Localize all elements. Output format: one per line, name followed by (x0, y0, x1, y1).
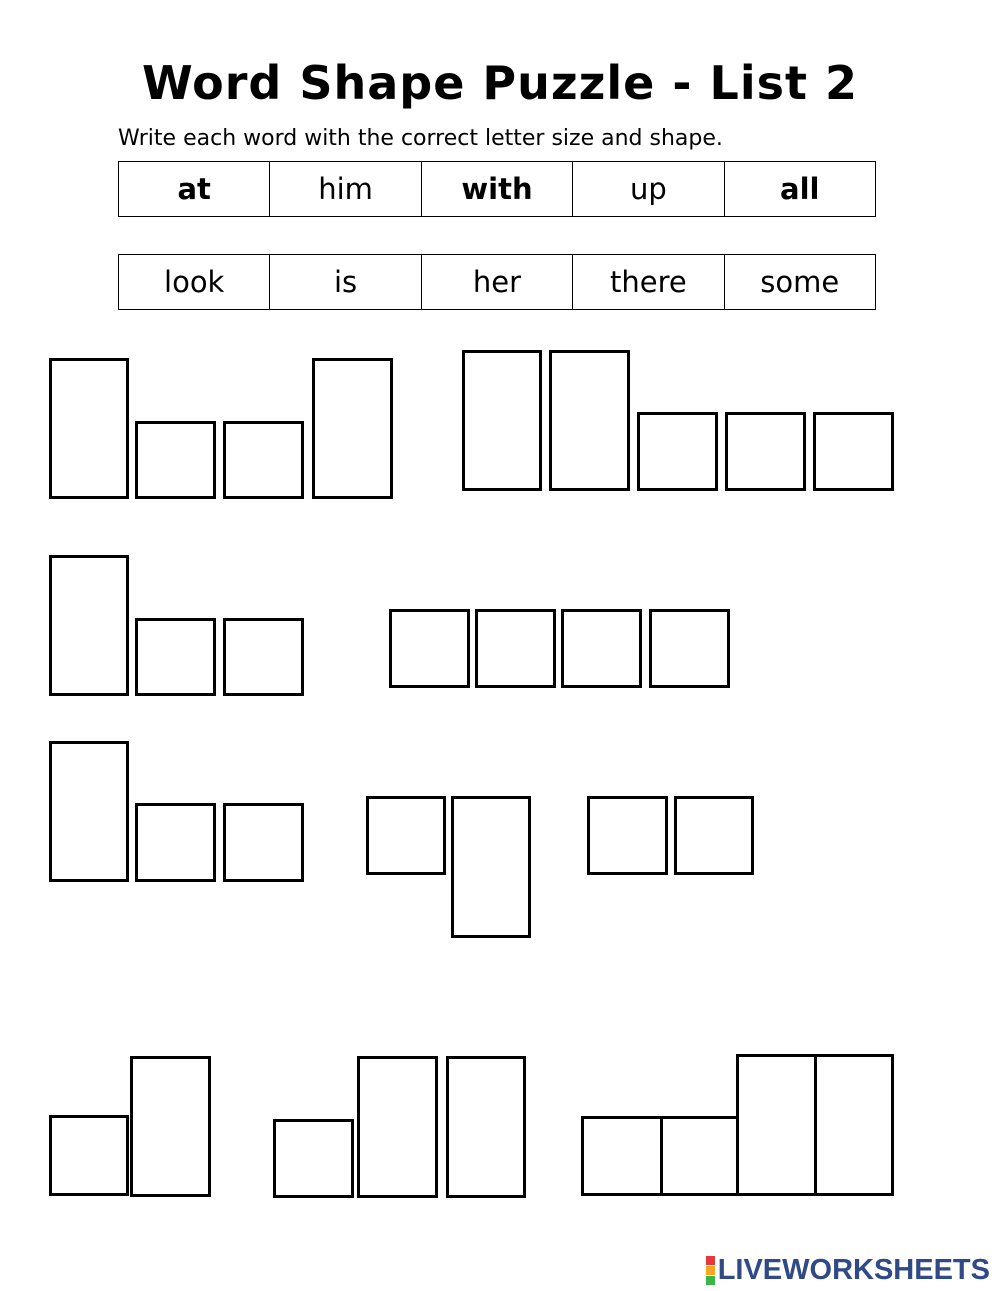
word-cell: is (270, 255, 421, 310)
word-cell: some (724, 255, 875, 310)
word-cell: him (270, 162, 421, 217)
word-cell: with (421, 162, 572, 217)
letter-box-input[interactable] (49, 358, 129, 499)
letter-box-input[interactable] (561, 609, 642, 688)
letter-box-input[interactable] (813, 412, 894, 491)
letter-box-input[interactable] (49, 741, 129, 882)
letter-box-input[interactable] (223, 421, 304, 499)
letter-box-input[interactable] (130, 1056, 211, 1197)
letter-box-input[interactable] (389, 609, 470, 688)
page-title: Word Shape Puzzle - List 2 (142, 56, 858, 110)
letter-box-input[interactable] (135, 803, 216, 882)
word-cell: her (421, 255, 572, 310)
letter-box-input[interactable] (736, 1054, 817, 1196)
word-bank-row-1 (118, 161, 876, 217)
letter-box-input[interactable] (660, 1116, 741, 1196)
letter-box-input[interactable] (549, 350, 630, 491)
instruction-text: Write each word with the correct letter size and shape. (118, 126, 723, 151)
word-cell: all (724, 162, 875, 217)
letter-box-input[interactable] (366, 796, 446, 875)
liveworksheets-mark-icon (706, 1256, 715, 1286)
letter-box-input[interactable] (357, 1056, 438, 1198)
word-cell: up (573, 162, 724, 217)
word-cell: look (119, 255, 270, 310)
letter-box-input[interactable] (312, 358, 393, 499)
letter-box-input[interactable] (49, 555, 129, 696)
letter-box-input[interactable] (49, 1115, 129, 1196)
letter-box-input[interactable] (814, 1054, 894, 1196)
word-cell: there (573, 255, 724, 310)
liveworksheets-logo[interactable] (706, 1254, 990, 1287)
letter-box-input[interactable] (135, 618, 216, 696)
letter-box-input[interactable] (451, 796, 531, 938)
letter-box-input[interactable] (587, 796, 668, 875)
letter-box-input[interactable] (462, 350, 542, 491)
word-cell: at (119, 162, 270, 217)
letter-box-input[interactable] (223, 803, 304, 882)
letter-box-input[interactable] (223, 618, 304, 696)
letter-box-input[interactable] (475, 609, 556, 688)
letter-box-input[interactable] (637, 412, 718, 491)
letter-box-input[interactable] (649, 609, 730, 688)
brand-name: LIVEWORKSHEETS (717, 1254, 990, 1286)
letter-box-input[interactable] (273, 1119, 354, 1198)
letter-box-input[interactable] (674, 796, 754, 875)
letter-box-input[interactable] (446, 1056, 526, 1198)
letter-box-input[interactable] (725, 412, 806, 491)
letter-box-input[interactable] (581, 1116, 663, 1196)
letter-box-input[interactable] (135, 421, 216, 499)
word-bank-row-2 (118, 254, 876, 310)
